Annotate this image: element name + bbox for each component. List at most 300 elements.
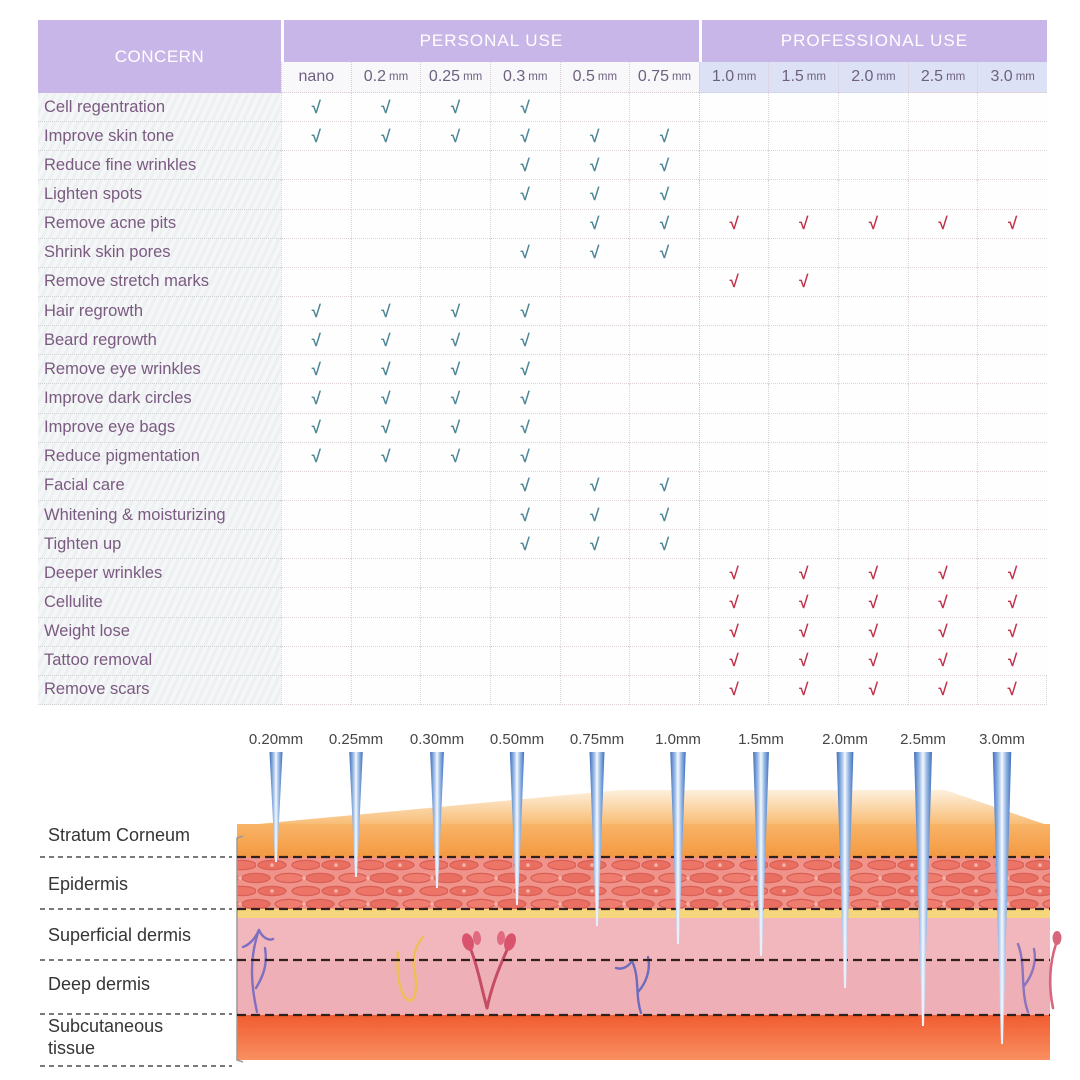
check-mark: √ — [311, 359, 321, 379]
column-size-unit: mm — [737, 71, 757, 83]
check-cell — [281, 472, 351, 501]
needle-depth-label: 0.25mm — [328, 731, 384, 748]
check-mark: √ — [799, 214, 809, 234]
check-cell — [351, 151, 421, 180]
check-mark: √ — [450, 418, 461, 438]
check-mark: √ — [381, 301, 391, 321]
check-cell — [281, 268, 351, 297]
check-cell — [838, 501, 908, 530]
check-cell — [699, 180, 769, 209]
check-cell — [977, 414, 1047, 443]
check-mark: √ — [450, 97, 461, 117]
check-mark: √ — [868, 680, 879, 700]
check-cell — [351, 384, 421, 413]
check-mark: √ — [450, 301, 461, 321]
check-cell — [420, 297, 490, 326]
check-mark: √ — [729, 622, 739, 642]
check-mark: √ — [311, 447, 321, 467]
check-cell — [908, 210, 978, 239]
check-cell — [490, 588, 560, 617]
check-cell — [629, 180, 699, 209]
check-cell — [420, 559, 490, 588]
check-cell — [629, 530, 699, 559]
check-mark: √ — [520, 418, 530, 438]
check-mark: √ — [311, 301, 321, 321]
concern-row-label: Tattoo removal — [38, 647, 281, 676]
concern-row-label: Improve dark circles — [38, 384, 281, 413]
concern-row-label: Cell regentration — [38, 93, 281, 122]
column-header-1.5mm — [768, 62, 838, 93]
concern-row-label: Reduce pigmentation — [38, 443, 281, 472]
check-cell — [351, 501, 421, 530]
check-cell — [977, 180, 1047, 209]
check-mark: √ — [1008, 592, 1018, 612]
check-mark: √ — [520, 243, 530, 263]
check-cell — [351, 618, 421, 647]
check-cell — [629, 443, 699, 472]
check-cell — [420, 501, 490, 530]
check-cell — [629, 472, 699, 501]
check-cell — [699, 472, 769, 501]
column-size-unit: mm — [946, 71, 966, 83]
check-cell — [351, 326, 421, 355]
check-cell — [420, 180, 490, 209]
skin-layer-label: tissue — [48, 1038, 96, 1058]
check-cell — [560, 355, 630, 384]
check-cell — [560, 268, 630, 297]
check-cell — [699, 93, 769, 122]
concern-header-cell: CONCERN — [38, 20, 281, 93]
check-cell — [699, 355, 769, 384]
check-cell — [420, 151, 490, 180]
check-cell — [281, 355, 351, 384]
check-cell — [908, 239, 978, 268]
check-cell — [560, 676, 630, 705]
check-cell — [629, 268, 699, 297]
concern-row-label: Tighten up — [38, 530, 281, 559]
column-size-value: nano — [298, 68, 335, 85]
check-cell — [768, 239, 838, 268]
check-cell — [560, 210, 630, 239]
check-cell — [908, 676, 978, 705]
column-size-value: 0.5 — [572, 68, 595, 85]
needle-depth-label: 0.50mm — [489, 731, 545, 748]
check-cell — [420, 414, 490, 443]
check-cell — [699, 530, 769, 559]
check-cell — [560, 472, 630, 501]
check-mark: √ — [868, 214, 879, 234]
check-cell — [490, 443, 560, 472]
check-cell — [281, 180, 351, 209]
check-cell — [908, 414, 978, 443]
check-cell — [560, 588, 630, 617]
check-mark: √ — [729, 272, 739, 292]
check-mark: √ — [729, 563, 739, 583]
check-cell — [977, 443, 1047, 472]
check-mark: √ — [590, 534, 600, 554]
check-cell — [768, 151, 838, 180]
check-cell — [420, 384, 490, 413]
check-cell — [629, 122, 699, 151]
check-cell — [838, 472, 908, 501]
check-cell — [699, 676, 769, 705]
check-cell — [699, 443, 769, 472]
column-size-unit: mm — [463, 71, 483, 83]
check-cell — [629, 647, 699, 676]
check-mark: √ — [311, 388, 321, 408]
check-mark: √ — [659, 155, 670, 175]
check-mark: √ — [450, 447, 461, 467]
check-mark: √ — [590, 505, 600, 525]
check-cell — [838, 326, 908, 355]
check-cell — [490, 501, 560, 530]
check-cell — [560, 239, 630, 268]
check-cell — [768, 618, 838, 647]
check-cell — [351, 355, 421, 384]
check-cell — [281, 239, 351, 268]
check-cell — [281, 647, 351, 676]
check-cell — [490, 676, 560, 705]
check-cell — [560, 559, 630, 588]
check-mark: √ — [590, 243, 600, 263]
check-cell — [281, 588, 351, 617]
check-mark: √ — [799, 592, 809, 612]
check-cell — [977, 151, 1047, 180]
check-cell — [490, 472, 560, 501]
check-cell — [420, 588, 490, 617]
check-cell — [768, 588, 838, 617]
concern-row-label: Remove scars — [38, 676, 281, 705]
check-cell — [977, 676, 1047, 705]
check-mark: √ — [311, 330, 321, 350]
check-mark: √ — [938, 651, 948, 671]
check-cell — [699, 297, 769, 326]
check-mark: √ — [938, 214, 948, 234]
subcutaneous-layer — [237, 1015, 1050, 1060]
check-mark: √ — [868, 592, 879, 612]
check-mark: √ — [520, 505, 530, 525]
check-cell — [629, 355, 699, 384]
check-cell — [908, 559, 978, 588]
column-size-unit: mm — [1015, 71, 1035, 83]
check-cell — [768, 297, 838, 326]
check-mark: √ — [729, 651, 739, 671]
check-cell — [281, 501, 351, 530]
check-cell — [560, 501, 630, 530]
check-cell — [281, 151, 351, 180]
check-mark: √ — [381, 359, 391, 379]
check-cell — [351, 443, 421, 472]
check-cell — [281, 443, 351, 472]
check-cell — [838, 151, 908, 180]
check-cell — [908, 647, 978, 676]
check-cell — [838, 588, 908, 617]
concern-row-label: Lighten spots — [38, 180, 281, 209]
needle-depth-label: 0.75mm — [569, 731, 625, 748]
check-cell — [838, 676, 908, 705]
check-cell — [351, 93, 421, 122]
check-cell — [977, 297, 1047, 326]
check-cell — [351, 210, 421, 239]
check-cell — [420, 122, 490, 151]
check-cell — [699, 618, 769, 647]
check-cell — [977, 268, 1047, 297]
column-size-value: 1.0 — [711, 68, 735, 85]
column-size-value: 0.3 — [503, 68, 526, 85]
check-cell — [490, 384, 560, 413]
check-cell — [977, 355, 1047, 384]
check-cell — [908, 326, 978, 355]
check-cell — [699, 414, 769, 443]
check-cell — [560, 618, 630, 647]
check-cell — [699, 239, 769, 268]
check-cell — [908, 180, 978, 209]
check-cell — [490, 122, 560, 151]
check-cell — [629, 93, 699, 122]
check-cell — [977, 384, 1047, 413]
check-cell — [977, 618, 1047, 647]
check-cell — [490, 180, 560, 209]
check-cell — [908, 93, 978, 122]
check-cell — [838, 239, 908, 268]
check-cell — [420, 210, 490, 239]
check-cell — [768, 472, 838, 501]
check-cell — [490, 326, 560, 355]
column-size-value: 3.0 — [990, 68, 1013, 85]
check-mark: √ — [1008, 214, 1018, 234]
check-mark: √ — [450, 330, 461, 350]
check-cell — [768, 530, 838, 559]
check-mark: √ — [799, 272, 809, 292]
check-mark: √ — [590, 476, 600, 496]
check-cell — [281, 414, 351, 443]
check-mark: √ — [520, 184, 530, 204]
check-cell — [838, 647, 908, 676]
check-mark: √ — [659, 243, 670, 263]
check-mark: √ — [520, 126, 530, 146]
check-cell — [908, 472, 978, 501]
basement-membrane-layer — [237, 909, 1050, 918]
check-cell — [838, 414, 908, 443]
check-mark: √ — [799, 651, 809, 671]
check-mark: √ — [381, 126, 391, 146]
check-cell — [629, 239, 699, 268]
check-mark: √ — [520, 359, 530, 379]
check-cell — [977, 530, 1047, 559]
check-mark: √ — [450, 388, 461, 408]
check-cell — [420, 647, 490, 676]
check-cell — [699, 384, 769, 413]
check-mark: √ — [520, 534, 530, 554]
check-cell — [699, 588, 769, 617]
check-cell — [490, 355, 560, 384]
check-cell — [629, 151, 699, 180]
check-cell — [629, 618, 699, 647]
check-cell — [629, 559, 699, 588]
concern-row-label: Improve eye bags — [38, 414, 281, 443]
check-cell — [838, 618, 908, 647]
check-cell — [560, 530, 630, 559]
check-cell — [351, 647, 421, 676]
column-header-0.75mm — [629, 62, 699, 93]
concern-row-label: Reduce fine wrinkles — [38, 151, 281, 180]
skin-layer-label: Stratum Corneum — [48, 825, 191, 845]
check-cell — [281, 297, 351, 326]
check-cell — [560, 122, 630, 151]
check-mark: √ — [520, 155, 530, 175]
check-mark: √ — [311, 97, 321, 117]
check-cell — [908, 530, 978, 559]
check-cell — [977, 122, 1047, 151]
check-cell — [560, 443, 630, 472]
check-cell — [490, 297, 560, 326]
check-cell — [768, 384, 838, 413]
check-cell — [420, 472, 490, 501]
check-cell — [977, 239, 1047, 268]
concern-row-label: Remove acne pits — [38, 210, 281, 239]
concern-row-label: Weight lose — [38, 618, 281, 647]
column-header-2.5mm — [908, 62, 978, 93]
check-mark: √ — [1008, 563, 1018, 583]
needle-depth-label: 2.0mm — [822, 731, 868, 748]
check-cell — [768, 443, 838, 472]
check-mark: √ — [1008, 622, 1018, 642]
check-cell — [281, 559, 351, 588]
check-mark: √ — [590, 214, 600, 234]
check-mark: √ — [938, 622, 948, 642]
check-cell — [768, 93, 838, 122]
check-cell — [768, 355, 838, 384]
check-cell — [420, 676, 490, 705]
check-cell — [699, 151, 769, 180]
concern-row-label: Whitening & moisturizing — [38, 501, 281, 530]
check-cell — [908, 355, 978, 384]
column-size-unit: mm — [597, 71, 618, 83]
column-size-value: 1.5 — [781, 68, 804, 85]
check-cell — [977, 647, 1047, 676]
check-cell — [351, 559, 421, 588]
check-mark: √ — [799, 680, 809, 700]
check-mark: √ — [520, 388, 530, 408]
check-cell — [281, 676, 351, 705]
check-cell — [629, 326, 699, 355]
check-cell — [490, 414, 560, 443]
check-cell — [629, 210, 699, 239]
check-mark: √ — [520, 447, 530, 467]
check-mark: √ — [381, 330, 391, 350]
check-cell — [420, 355, 490, 384]
check-cell — [420, 443, 490, 472]
column-size-value: 2.5 — [920, 68, 944, 85]
check-mark: √ — [659, 476, 670, 496]
needle-depth-label: 1.0mm — [655, 731, 701, 748]
check-cell — [838, 268, 908, 297]
needle-depth-label: 1.5mm — [738, 731, 784, 748]
check-cell — [838, 443, 908, 472]
column-size-unit: mm — [671, 71, 692, 83]
check-cell — [351, 239, 421, 268]
check-cell — [420, 530, 490, 559]
check-cell — [560, 180, 630, 209]
check-cell — [351, 122, 421, 151]
check-cell — [351, 676, 421, 705]
check-cell — [977, 559, 1047, 588]
check-cell — [560, 384, 630, 413]
check-cell — [838, 210, 908, 239]
check-mark: √ — [938, 563, 948, 583]
check-cell — [629, 676, 699, 705]
check-cell — [699, 268, 769, 297]
concern-row-label: Remove eye wrinkles — [38, 355, 281, 384]
check-cell — [977, 93, 1047, 122]
comparison-table — [38, 20, 1047, 705]
superficial-dermis-layer — [237, 918, 1050, 960]
check-mark: √ — [520, 301, 530, 321]
column-size-unit: mm — [388, 71, 409, 83]
check-cell — [629, 588, 699, 617]
check-mark: √ — [590, 155, 600, 175]
check-mark: √ — [381, 418, 391, 438]
check-mark: √ — [729, 592, 739, 612]
check-cell — [977, 326, 1047, 355]
concern-row-label: Cellulite — [38, 588, 281, 617]
check-cell — [838, 355, 908, 384]
check-cell — [560, 647, 630, 676]
check-cell — [281, 384, 351, 413]
check-mark: √ — [659, 126, 670, 146]
check-mark: √ — [311, 126, 321, 146]
column-header-0.2mm — [351, 62, 421, 93]
deep-dermis-layer — [237, 960, 1050, 1015]
column-size-value: 0.2 — [363, 68, 386, 85]
column-size-value: 0.75 — [637, 68, 669, 85]
column-size-value: 0.25 — [428, 68, 461, 85]
check-mark: √ — [311, 418, 321, 438]
check-cell — [351, 588, 421, 617]
check-cell — [351, 268, 421, 297]
check-cell — [281, 326, 351, 355]
check-mark: √ — [450, 359, 461, 379]
check-cell — [490, 151, 560, 180]
check-cell — [560, 414, 630, 443]
skin-layer-label: Epidermis — [48, 874, 129, 894]
check-cell — [281, 93, 351, 122]
check-mark: √ — [590, 126, 600, 146]
check-cell — [351, 414, 421, 443]
column-header-1.0mm — [699, 62, 769, 93]
check-mark: √ — [799, 563, 809, 583]
check-cell — [908, 443, 978, 472]
check-cell — [490, 618, 560, 647]
check-mark: √ — [868, 563, 879, 583]
needle-depth-label: 0.20mm — [248, 731, 304, 748]
check-mark: √ — [450, 126, 461, 146]
check-cell — [768, 501, 838, 530]
check-cell — [629, 297, 699, 326]
column-header-0.5mm — [560, 62, 630, 93]
check-cell — [838, 559, 908, 588]
check-mark: √ — [729, 214, 739, 234]
check-cell — [838, 180, 908, 209]
check-mark: √ — [799, 622, 809, 642]
check-cell — [768, 268, 838, 297]
needle-depth-label: 3.0mm — [979, 731, 1025, 748]
check-cell — [838, 297, 908, 326]
check-mark: √ — [381, 388, 391, 408]
concern-row-label: Beard regrowth — [38, 326, 281, 355]
check-cell — [977, 472, 1047, 501]
check-cell — [281, 530, 351, 559]
